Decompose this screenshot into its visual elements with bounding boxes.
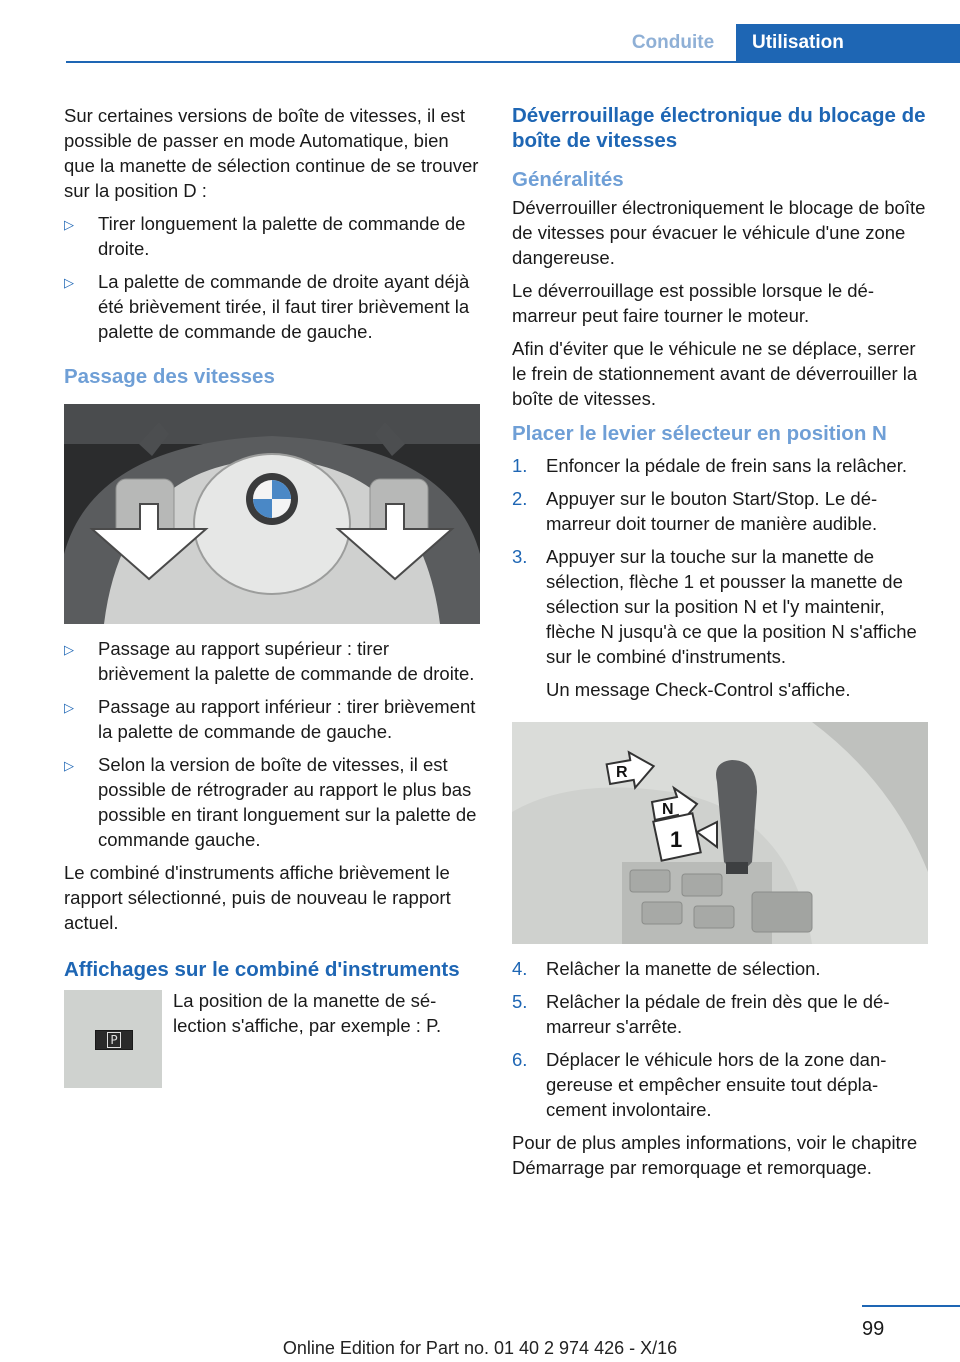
bullet-triangle-icon: ▷	[64, 758, 74, 773]
closing-paragraph: Pour de plus amples informations, voir le chapitre Démarrage par remorquage et remorquage.	[512, 1132, 918, 1178]
arrow-label-n: N	[662, 801, 674, 818]
step-item: 1. Enfoncer la pédale de frein sans la relâcher.	[512, 455, 907, 476]
paragraph: Déverrouiller électroniquement le blocage de boîte de vitesses pour évacuer le véhicule d'une zone dangereuse.	[512, 197, 926, 268]
edition-footer: Online Edition for Part no. 01 40 2 974 426 - X/16	[282, 1338, 678, 1358]
section-tab-utilisation[interactable]: Utilisation	[736, 24, 960, 62]
gear-indicator-letter: P	[107, 1032, 121, 1048]
step-item: 2. Appuyer sur le bouton Start/Stop. Le démarreur doit tourner de manière audible.	[512, 488, 878, 534]
bullet-triangle-icon: ▷	[64, 275, 74, 290]
list-item: ▷ Selon la version de boîte de vitesses, il est possible de rétrograder au rapport le plus bas possible en tirant longuement sur la palette de commande gauche.	[64, 754, 477, 850]
section-tab-conduite[interactable]: Conduite	[631, 32, 715, 53]
page-number: 99	[862, 1318, 885, 1340]
list-item: ▷ Passage au rapport supérieur : tirer brièvement la palette de commande de droite.	[64, 638, 475, 684]
steps-list-a	[512, 453, 930, 669]
arrow-label-r: R	[616, 764, 628, 781]
arrow-label-1: 1	[670, 827, 683, 852]
gear-shift-list	[64, 636, 482, 852]
list-item: ▷ Passage au rapport inférieur : tirer brièvement la palette de commande de gauche.	[64, 696, 476, 742]
steering-wheel-image	[64, 404, 480, 624]
step-item: 6. Déplacer le véhicule hors de la zone dangereuse et empêcher ensuite tout déplacement involontaire.	[512, 1049, 887, 1120]
heading-affichages: Affichages sur le combiné d'instruments	[64, 958, 460, 981]
footer-rule	[862, 1305, 960, 1307]
automatic-mode-list	[64, 211, 482, 344]
step-item: 4. Relâcher la manette de sélection.	[512, 958, 821, 979]
bullet-triangle-icon: ▷	[64, 217, 74, 232]
combine-paragraph: Le combiné d'instruments affiche brièvement le rapport sélectionné, puis de nouveau le rapport actuel.	[64, 862, 451, 933]
display-caption: La position de la manette de sélection s'affiche, par exemple : P.	[173, 990, 442, 1036]
heading-deverrouillage: Déverrouillage électronique du blocage de boîte de vitesses	[512, 104, 926, 152]
steps-list-b	[512, 956, 930, 1122]
heading-passage-des-vitesses: Passage des vitesses	[64, 365, 275, 388]
page-header	[0, 0, 960, 62]
selector-lever-image	[512, 722, 928, 944]
left-column	[64, 103, 482, 1088]
list-item: ▷ Tirer longuement la palette de commande de droite.	[64, 213, 466, 259]
intro-paragraph: Sur certaines versions de boîte de vitesses, il est possible de passer en mode Automatique, bien que la manette de sélection continue de se trouver sur la position D :	[64, 105, 479, 201]
bullet-triangle-icon: ▷	[64, 642, 74, 657]
step3-note: Un message Check-Control s'affiche.	[546, 679, 851, 700]
heading-placer-levier: Placer le levier sélecteur en position N	[512, 422, 887, 445]
instrument-display-image	[64, 990, 162, 1088]
bullet-triangle-icon: ▷	[64, 700, 74, 715]
selector-lever-illustration	[512, 722, 928, 944]
step-item: 3. Appuyer sur la touche sur la manette de sélection, flèche 1 et pousser la manette de sélection sur la position N et l'y maintenir, flèche N jusqu'à ce que la position N s'affiche sur le combiné d'instruments.	[512, 546, 917, 667]
header-rule	[66, 61, 960, 63]
paragraph: Le déverrouillage est possible lorsque le démarreur peut faire tourner le moteur.	[512, 280, 875, 326]
right-column	[512, 103, 930, 1188]
paragraph: Afin d'éviter que le véhicule ne se déplace, serrer le frein de stationnement avant de déverrouiller la boîte de vitesses.	[512, 338, 918, 409]
display-example	[64, 988, 482, 1088]
list-item: ▷ La palette de commande de droite ayant déjà été brièvement tirée, il faut tirer brièvement la palette de commande de gauche.	[64, 271, 470, 342]
steering-wheel-illustration	[64, 404, 480, 624]
heading-generalites: Généralités	[512, 168, 624, 191]
gear-indicator-box	[95, 1030, 133, 1050]
step-item: 5. Relâcher la pédale de frein dès que le démarreur s'arrête.	[512, 991, 890, 1037]
